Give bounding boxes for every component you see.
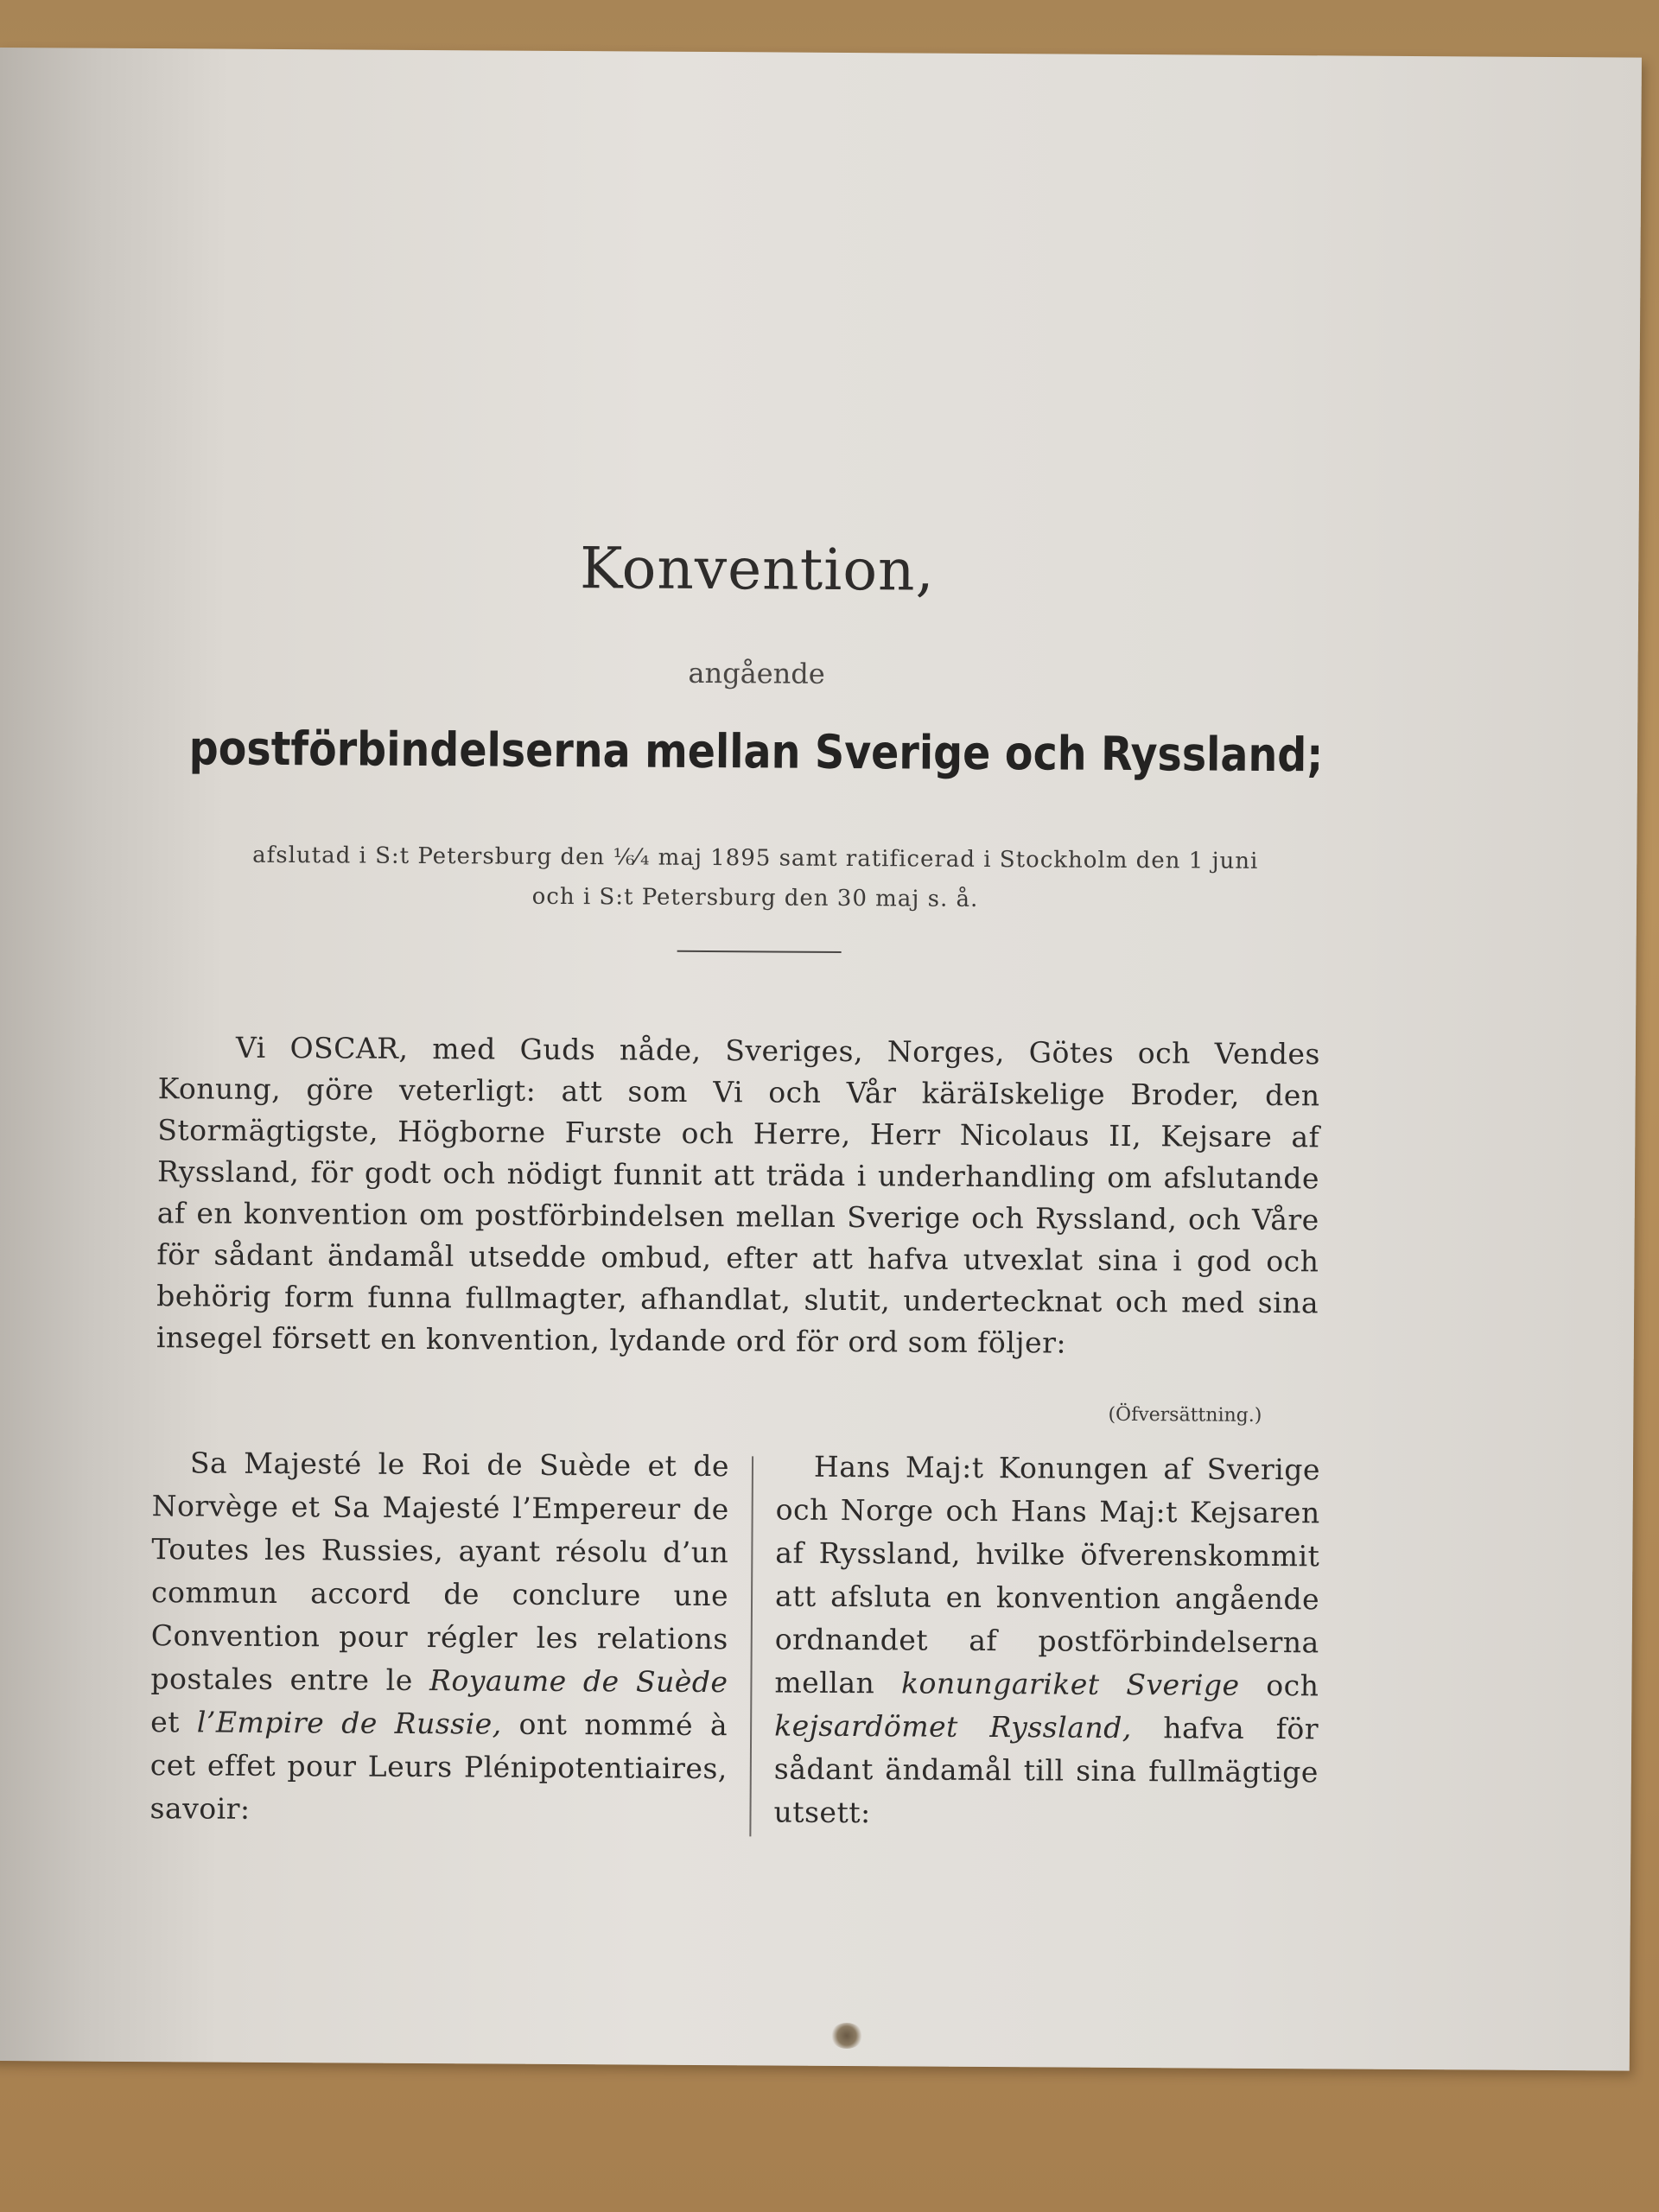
french-italic-a: Royaume de Suède xyxy=(429,1663,728,1700)
swedish-italic-b: kejsardömet Ryssland, xyxy=(774,1708,1132,1745)
translation-note: (Öfversättning.) xyxy=(1108,1403,1262,1427)
conclusion-note-line-1: afslutad i S:t Petersburg den ⅙⁄₄ maj 1895 samt ratificerad i Stockholm den 1 juni xyxy=(252,842,1259,874)
intro-paragraph: Vi OSCAR, med Guds nåde, Sveriges, Norges, Götes och Vendes Konung, göre veterligt: att som Vi och Vår käräIskelige Broder, den Stormägtigste, Högborne Furste och Herre, Herr Nicolaus II, Kejsare af Ryssland, för godt och nödigt funnit att träda i underhandling om afslutande af en konvention om postförbindelsen mellan Sverige och Ryssland, och Våre för sådant ändamål utsedde ombud, efter att hafva utvexlat sina i god och behörig form funna fullmagter, afhandlat, slutit, undertecknat och med sina insegel försett en konvention, lydande ord för ord som följer: xyxy=(156,1030,1321,1360)
swedish-text-b: och xyxy=(1239,1668,1319,1703)
french-text-c: ont nommé à cet effet pour Leurs Plénipotentiaires, savoir: xyxy=(149,1707,728,1826)
document-subtitle: angående xyxy=(688,656,825,690)
french-text-b: et xyxy=(150,1705,197,1739)
french-column xyxy=(149,1441,729,1834)
swedish-text-c: hafva för sådant ändamål till sina fullmägtige utsett: xyxy=(773,1711,1319,1830)
french-text-a: Sa Majesté le Roi de Suède et de Norvège et Sa Majesté l’Empereur de Toutes les Russies, ayant résolu d’un commun accord de conclure une Convention pour régler les relations postales entre le xyxy=(150,1446,730,1698)
swedish-text-a: Hans Maj:t Konungen af Sverige och Norge och Hans Maj:t Kejsaren af Ryssland, hvilke öfverenskommit att afsluta en konvention angående ordnandet af postförbindelserna mellan xyxy=(774,1449,1321,1700)
column-divider xyxy=(749,1456,753,1836)
swedish-column xyxy=(773,1446,1320,1838)
french-italic-b: l’Empire de Russie, xyxy=(196,1705,502,1741)
paper-stain xyxy=(830,2023,863,2049)
separator-rule xyxy=(677,950,842,953)
document-title: Konvention, xyxy=(579,535,935,604)
document-page xyxy=(0,48,1642,2071)
document-heading: postförbindelserna mellan Sverige och Ryssland; xyxy=(188,721,1324,783)
bleed-through-text xyxy=(1061,262,1614,310)
conclusion-note-line-2: och i S:t Petersburg den 30 maj s. å. xyxy=(531,883,979,912)
swedish-italic-a: konungariket Sverige xyxy=(900,1666,1240,1702)
